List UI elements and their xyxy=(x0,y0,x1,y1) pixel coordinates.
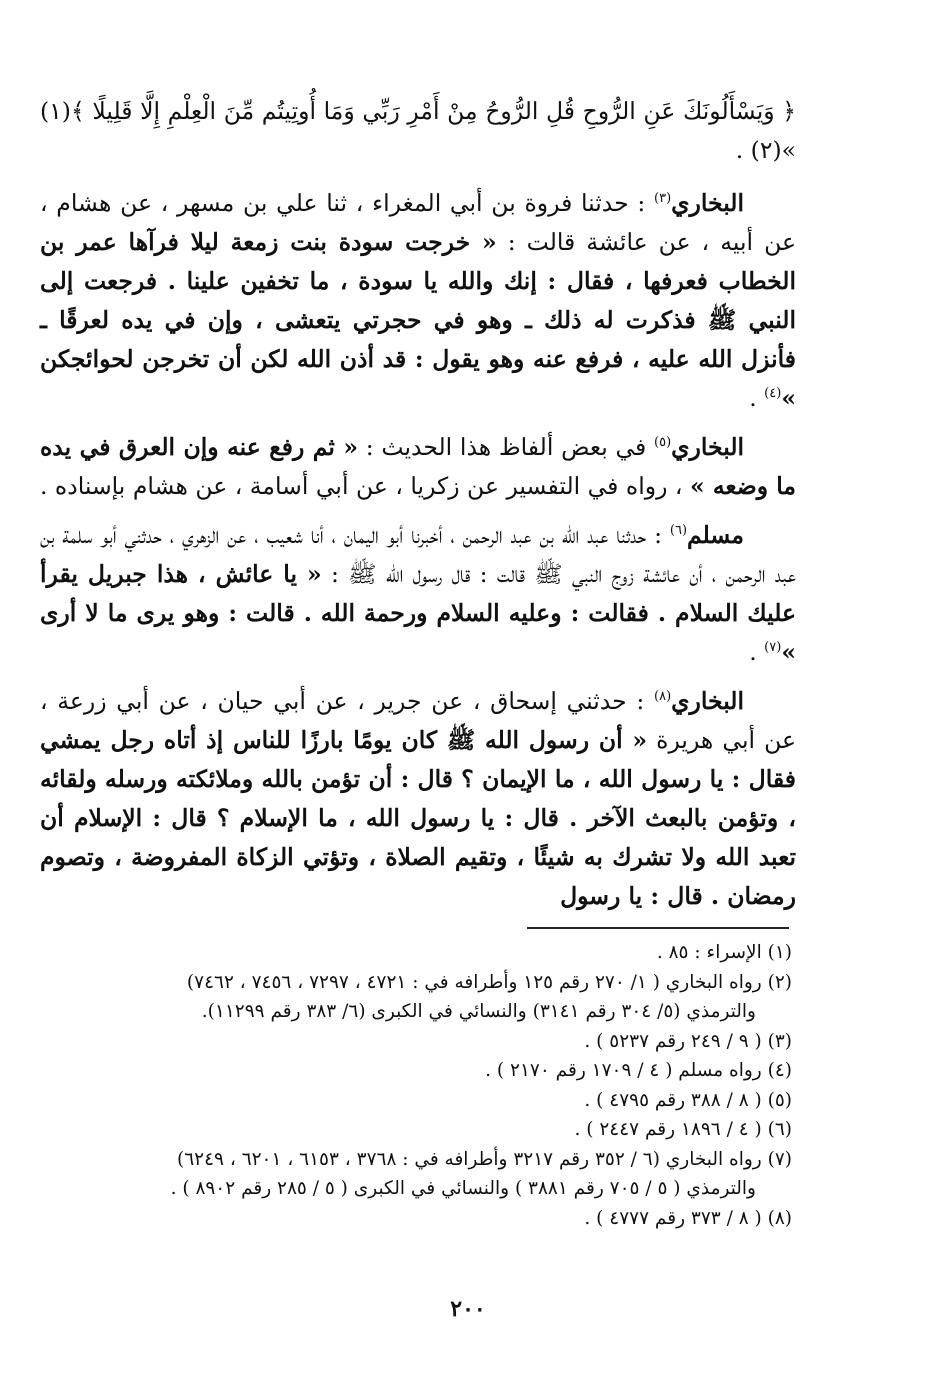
footnote-ref: (٨) xyxy=(654,689,672,705)
paragraph-bukhari-3 xyxy=(40,682,796,916)
source-name: مسلم xyxy=(687,521,744,549)
footnote-ref: (٧) xyxy=(764,640,782,656)
paragraph-bukhari-2 xyxy=(40,428,796,506)
footnote-separator xyxy=(527,927,789,929)
source-name: البخاري xyxy=(671,687,744,715)
footnote-8: (٨) ( ٨ / ٣٧٣ رقم ٤٧٧٧ ) . xyxy=(584,1207,792,1229)
footnote-4: (٤) رواه مسلم ( ٤ / ١٧٠٩ رقم ٢١٧٠ ) . xyxy=(485,1060,792,1081)
footnote-ref: (٦) xyxy=(669,523,688,539)
source-name: البخاري xyxy=(671,189,744,217)
page-number: ٢٠٠ xyxy=(450,1296,486,1322)
footnote-5: (٥) ( ٨ / ٣٨٨ رقم ٤٧٩٥ ) . xyxy=(584,1089,792,1111)
hadith-text: « يا عائش ، هذا جبريل يقرأ عليك السلام . فقالت : وعليه السلام ورحمة الله . قالت : وهو يرى ما لا أرى » xyxy=(40,560,796,666)
hadith-text: « خرجت سودة بنت زمعة ليلا فرآها عمر بن الخطاب فعرفها ، فقال : إنك والله يا سودة ، ما تخفين علينا . فرجعت إلى النبي ﷺ فذكرت له ذلك ـ وهو في حجرتي يتعشى ، وإن في يده لعرقًا ـ فأنزل الله عليه ، فرفع عنه وهو يقول : قد أذن الله لكن أن تخرجن لحوائجكن » xyxy=(40,228,797,412)
footnote-7-continued: والترمذي ( ٥ / ٧٠٥ رقم ٣٨٨١ ) والنسائي في الكبرى ( ٥ / ٢٨٥ رقم ٨٩٠٢ ) . xyxy=(170,1178,756,1199)
hadith-text: « ثم رفع عنه وإن العرق في يده ما وضعه » xyxy=(40,433,796,500)
footnote-ref: (٤) xyxy=(764,386,782,402)
footnote-ref: (٥) xyxy=(654,435,672,451)
quran-verse: ﴿ وَيَسْأَلُونَكَ عَنِ الرُّوحِ قُلِ الرُّوحُ مِنْ أَمْرِ رَبِّي وَمَا أُوتِيتُم مِّنَ الْعِلْمِ إِلَّا قَلِيلًا ﴾(١) »(٢) . xyxy=(40,97,796,164)
footnote-2: (٢) رواه البخاري ( ١/ ٢٧٠ رقم ١٢٥ وأطرافه في : ٤٧٢١ ، ٧٢٩٧ ، ٧٤٥٦ ، ٧٤٦٢) xyxy=(186,971,792,993)
footnote-2-continued: والترمذي (٥/ ٣٠٤ رقم ٣١٤١) والنسائي في الكبرى (٦/ ٣٨٣ رقم ١١٢٩٩). xyxy=(201,1001,756,1022)
trailing-text: . xyxy=(749,638,765,666)
footnote-3: (٣) ( ٩ / ٢٤٩ رقم ٥٢٣٧ ) . xyxy=(584,1030,792,1052)
main-text xyxy=(40,92,796,926)
paragraph-bukhari-1 xyxy=(40,184,796,418)
trailing-text: . xyxy=(749,384,765,412)
isnad-text: : حدثني إسحاق ، عن جرير ، عن أبي حيان ، عن أبي زرعة ، عن أبي هريرة xyxy=(40,687,796,754)
footnote-7: (٧) رواه البخاري (٦ / ٣٥٢ رقم ٣٢١٧ وأطرافه في : ٣٧٦٨ ، ٦١٥٣ ، ٦٢٠١ ، ٦٢٤٩) xyxy=(176,1148,792,1170)
footnotes xyxy=(40,938,792,1233)
footnote-1: (١) الإسراء : ٨٥ . xyxy=(656,942,792,963)
source-name: البخاري xyxy=(671,433,745,461)
isnad-text: في بعض ألفاظ هذا الحديث : xyxy=(358,433,655,461)
hadith-text: « أن رسول الله ﷺ كان يومًا بارزًا للناس إذ أتاه رجل يمشي فقال : يا رسول الله ، ما الإيمان ؟ قال : أن تؤمن بالله وملائكته ورسله ولقائه ، وتؤمن بالبعث الآخر . قال : يا رسول الله ، ما الإسلام ؟ قال : الإسلام أن تعبد الله ولا تشرك به شيئًا ، وتقيم الصلاة ، وتؤتي الزكاة المفروضة ، وتصوم رمضان . قال : يا رسول xyxy=(40,726,796,910)
footnote-6: (٦) ( ٤ / ١٨٩٦ رقم ٢٤٤٧ ) . xyxy=(574,1119,792,1140)
footnote-ref: (٣) xyxy=(654,191,672,207)
paragraph-muslim xyxy=(40,516,796,672)
isnad-text: : حدثنا فروة بن أبي المغراء ، ثنا علي بن مسهر ، عن هشام ، عن أبيه ، عن عائشة قالت : xyxy=(40,189,796,256)
trailing-text: ، رواه في التفسير عن زكريا ، عن أبي أسامة ، عن هشام بإسناده . xyxy=(39,472,690,500)
isnad-text: : حدثنا عبد الله بن عبد الرحمن ، أخبرنا أبو اليمان ، أنا شعيب ، عن الزهري ، حدثني أبو سلمة بن عبد الرحمن ، أن عائشة زوج النبي ﷺ قالت : قال رسول الله ﷺ : xyxy=(40,521,796,588)
